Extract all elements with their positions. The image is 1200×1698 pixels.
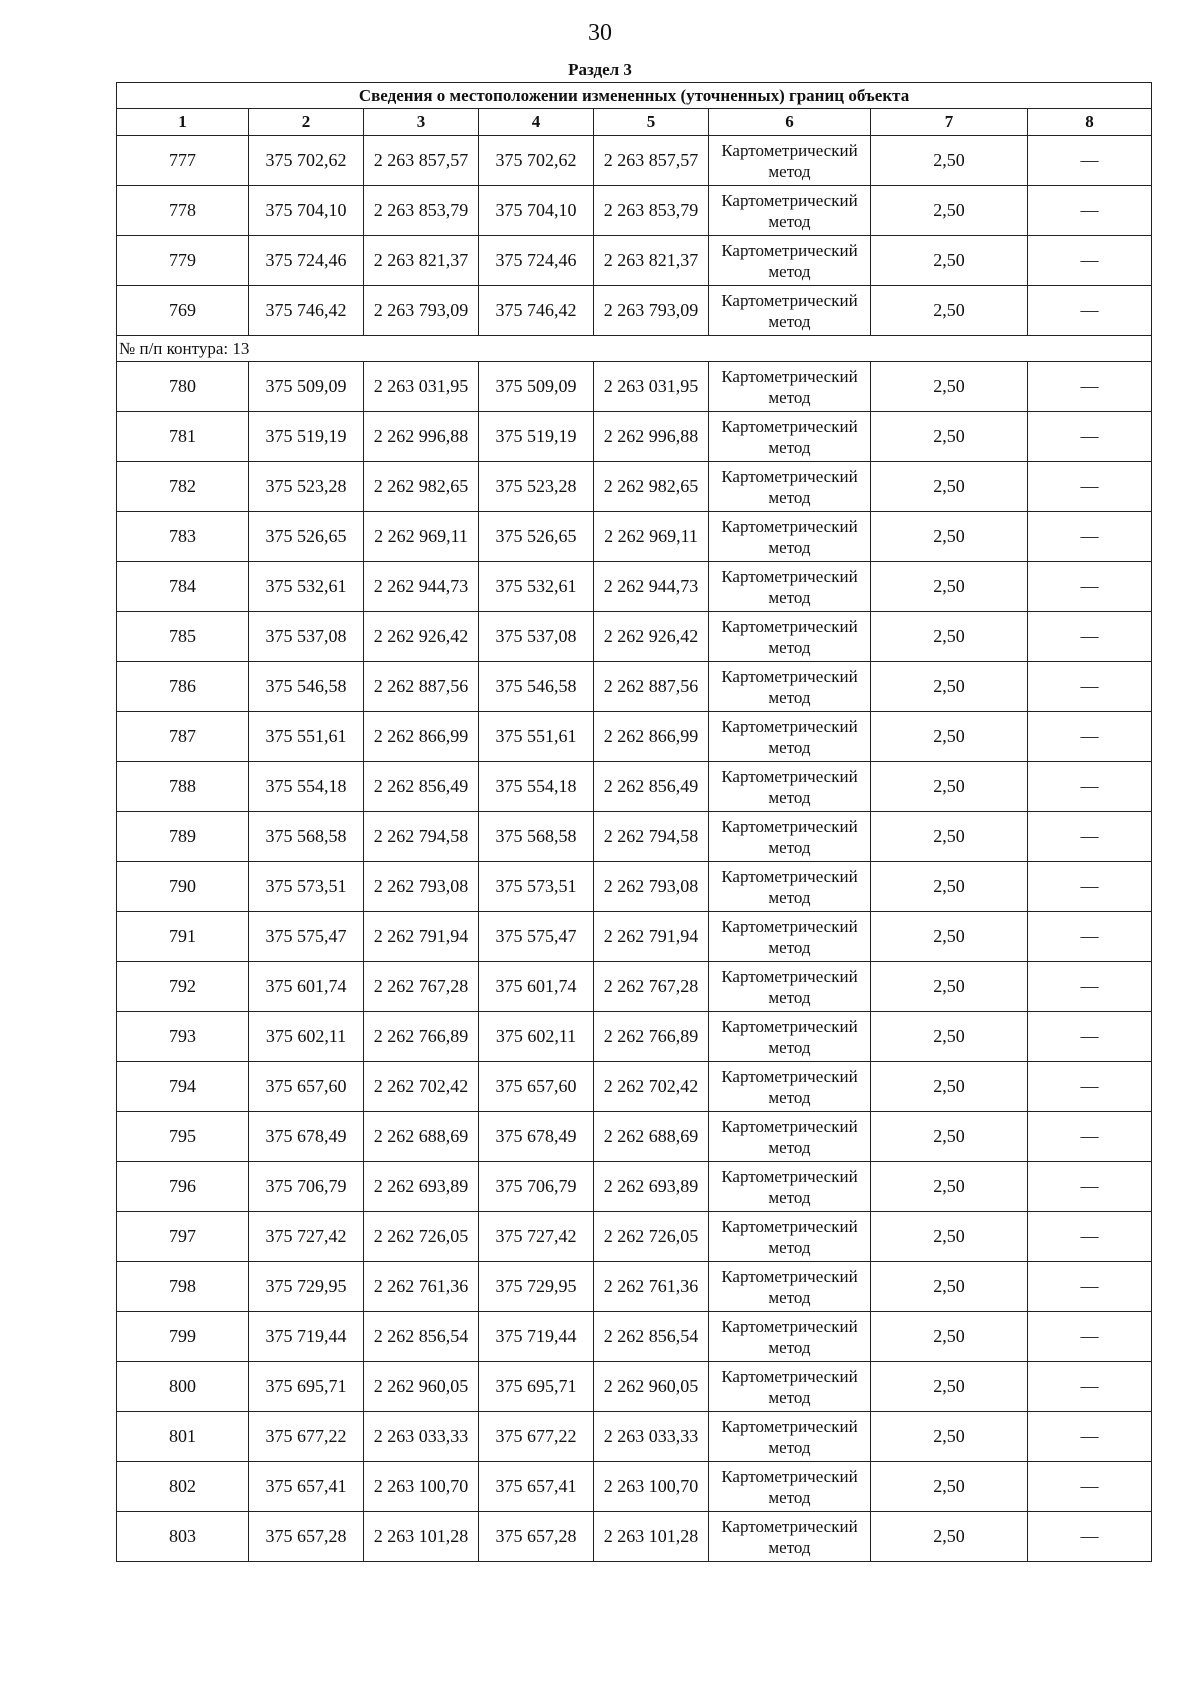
contour-separator — [117, 336, 1152, 362]
table-body-contour-13 — [117, 362, 1152, 1562]
coord-x-new-cell: 375 526,65 — [479, 512, 594, 562]
note-cell: — — [1028, 286, 1152, 336]
method-cell: Картометрический метод — [709, 1362, 871, 1412]
coord-y-existing-cell: 2 262 887,56 — [364, 662, 479, 712]
note-cell: — — [1028, 136, 1152, 186]
accuracy-cell: 2,50 — [871, 962, 1028, 1012]
point-number-cell: 793 — [117, 1012, 249, 1062]
note-cell: — — [1028, 512, 1152, 562]
accuracy-cell: 2,50 — [871, 1162, 1028, 1212]
coord-x-new-cell: 375 704,10 — [479, 186, 594, 236]
coord-y-new-cell: 2 262 761,36 — [594, 1262, 709, 1312]
coord-y-existing-cell: 2 263 853,79 — [364, 186, 479, 236]
point-number-cell: 777 — [117, 136, 249, 186]
point-number-cell: 799 — [117, 1312, 249, 1362]
accuracy-cell: 2,50 — [871, 1012, 1028, 1062]
coord-x-existing-cell: 375 526,65 — [249, 512, 364, 562]
coord-x-new-cell: 375 523,28 — [479, 462, 594, 512]
method-cell: Картометрический метод — [709, 512, 871, 562]
method-cell: Картометрический метод — [709, 136, 871, 186]
note-cell: — — [1028, 1212, 1152, 1262]
coord-y-existing-cell: 2 263 100,70 — [364, 1462, 479, 1512]
coord-y-new-cell: 2 263 821,37 — [594, 236, 709, 286]
coordinates-table — [116, 82, 1152, 1562]
coord-x-existing-cell: 375 677,22 — [249, 1412, 364, 1462]
accuracy-cell: 2,50 — [871, 186, 1028, 236]
method-cell: Картометрический метод — [709, 1312, 871, 1362]
accuracy-cell: 2,50 — [871, 412, 1028, 462]
point-number-cell: 781 — [117, 412, 249, 462]
coord-x-existing-cell: 375 509,09 — [249, 362, 364, 412]
method-cell: Картометрический метод — [709, 1112, 871, 1162]
coord-y-existing-cell: 2 263 857,57 — [364, 136, 479, 186]
method-cell: Картометрический метод — [709, 912, 871, 962]
accuracy-cell: 2,50 — [871, 1512, 1028, 1562]
coord-x-new-cell: 375 546,58 — [479, 662, 594, 712]
coord-y-existing-cell: 2 262 726,05 — [364, 1212, 479, 1262]
coord-x-existing-cell: 375 602,11 — [249, 1012, 364, 1062]
coord-y-new-cell: 2 262 726,05 — [594, 1212, 709, 1262]
coord-x-new-cell: 375 727,42 — [479, 1212, 594, 1262]
coord-x-existing-cell: 375 568,58 — [249, 812, 364, 862]
coord-x-existing-cell: 375 729,95 — [249, 1262, 364, 1312]
note-cell: — — [1028, 712, 1152, 762]
coord-y-existing-cell: 2 262 793,08 — [364, 862, 479, 912]
accuracy-cell: 2,50 — [871, 912, 1028, 962]
coord-y-new-cell: 2 262 688,69 — [594, 1112, 709, 1162]
method-cell: Картометрический метод — [709, 186, 871, 236]
coord-x-new-cell: 375 702,62 — [479, 136, 594, 186]
method-cell: Картометрический метод — [709, 962, 871, 1012]
coord-x-existing-cell: 375 657,60 — [249, 1062, 364, 1112]
point-number-cell: 790 — [117, 862, 249, 912]
point-number-cell: 803 — [117, 1512, 249, 1562]
table-row — [117, 562, 1152, 612]
table-row — [117, 1462, 1152, 1512]
note-cell: — — [1028, 362, 1152, 412]
coord-x-existing-cell: 375 706,79 — [249, 1162, 364, 1212]
column-number: 8 — [1028, 109, 1152, 136]
coord-y-new-cell: 2 262 794,58 — [594, 812, 709, 862]
column-number: 7 — [871, 109, 1028, 136]
point-number-cell: 787 — [117, 712, 249, 762]
coord-x-existing-cell: 375 523,28 — [249, 462, 364, 512]
note-cell: — — [1028, 762, 1152, 812]
coord-y-new-cell: 2 262 793,08 — [594, 862, 709, 912]
coord-x-new-cell: 375 706,79 — [479, 1162, 594, 1212]
coord-y-new-cell: 2 263 033,33 — [594, 1412, 709, 1462]
accuracy-cell: 2,50 — [871, 1312, 1028, 1362]
coord-y-new-cell: 2 262 887,56 — [594, 662, 709, 712]
note-cell: — — [1028, 1262, 1152, 1312]
coord-x-new-cell: 375 719,44 — [479, 1312, 594, 1362]
point-number-cell: 785 — [117, 612, 249, 662]
note-cell: — — [1028, 1412, 1152, 1462]
point-number-cell: 801 — [117, 1412, 249, 1462]
coord-x-existing-cell: 375 575,47 — [249, 912, 364, 962]
point-number-cell: 796 — [117, 1162, 249, 1212]
coord-y-existing-cell: 2 262 702,42 — [364, 1062, 479, 1112]
coord-y-existing-cell: 2 262 982,65 — [364, 462, 479, 512]
accuracy-cell: 2,50 — [871, 286, 1028, 336]
coord-x-new-cell: 375 746,42 — [479, 286, 594, 336]
coord-y-new-cell: 2 263 031,95 — [594, 362, 709, 412]
note-cell: — — [1028, 962, 1152, 1012]
coord-y-existing-cell: 2 263 033,33 — [364, 1412, 479, 1462]
table-row — [117, 1212, 1152, 1262]
coord-y-existing-cell: 2 262 794,58 — [364, 812, 479, 862]
coord-y-new-cell: 2 262 791,94 — [594, 912, 709, 962]
method-cell: Картометрический метод — [709, 762, 871, 812]
point-number-cell: 789 — [117, 812, 249, 862]
coord-y-existing-cell: 2 262 926,42 — [364, 612, 479, 662]
coord-x-existing-cell: 375 678,49 — [249, 1112, 364, 1162]
coord-x-existing-cell: 375 657,28 — [249, 1512, 364, 1562]
accuracy-cell: 2,50 — [871, 136, 1028, 186]
coord-x-new-cell: 375 695,71 — [479, 1362, 594, 1412]
coord-y-existing-cell: 2 262 856,49 — [364, 762, 479, 812]
table-row — [117, 762, 1152, 812]
table-row — [117, 712, 1152, 762]
coord-y-new-cell: 2 262 944,73 — [594, 562, 709, 612]
method-cell: Картометрический метод — [709, 612, 871, 662]
coord-y-existing-cell: 2 262 693,89 — [364, 1162, 479, 1212]
coord-y-existing-cell: 2 262 766,89 — [364, 1012, 479, 1062]
coord-y-existing-cell: 2 263 821,37 — [364, 236, 479, 286]
coord-x-new-cell: 375 657,28 — [479, 1512, 594, 1562]
table-row — [117, 612, 1152, 662]
table-row — [117, 512, 1152, 562]
accuracy-cell: 2,50 — [871, 1062, 1028, 1112]
coord-x-new-cell: 375 551,61 — [479, 712, 594, 762]
accuracy-cell: 2,50 — [871, 712, 1028, 762]
coord-y-new-cell: 2 262 982,65 — [594, 462, 709, 512]
coord-y-existing-cell: 2 262 791,94 — [364, 912, 479, 962]
table-row — [117, 1412, 1152, 1462]
coord-x-existing-cell: 375 551,61 — [249, 712, 364, 762]
table-row — [117, 236, 1152, 286]
point-number-cell: 794 — [117, 1062, 249, 1112]
table-row — [117, 662, 1152, 712]
section-title: Раздел 3 — [568, 60, 632, 79]
method-cell: Картометрический метод — [709, 1462, 871, 1512]
accuracy-cell: 2,50 — [871, 812, 1028, 862]
coord-y-new-cell: 2 262 856,49 — [594, 762, 709, 812]
table-row — [117, 1262, 1152, 1312]
table-row — [117, 1362, 1152, 1412]
coord-y-existing-cell: 2 262 996,88 — [364, 412, 479, 462]
accuracy-cell: 2,50 — [871, 662, 1028, 712]
coord-y-existing-cell: 2 263 101,28 — [364, 1512, 479, 1562]
table-row — [117, 862, 1152, 912]
method-cell: Картометрический метод — [709, 812, 871, 862]
method-cell: Картометрический метод — [709, 412, 871, 462]
point-number-cell: 783 — [117, 512, 249, 562]
page-number: 30 — [588, 20, 612, 46]
note-cell: — — [1028, 1312, 1152, 1362]
point-number-cell: 792 — [117, 962, 249, 1012]
table-row — [117, 412, 1152, 462]
point-number-cell: 788 — [117, 762, 249, 812]
coord-y-new-cell: 2 262 702,42 — [594, 1062, 709, 1112]
coord-x-new-cell: 375 575,47 — [479, 912, 594, 962]
coord-y-existing-cell: 2 262 688,69 — [364, 1112, 479, 1162]
coord-x-new-cell: 375 568,58 — [479, 812, 594, 862]
column-number: 3 — [364, 109, 479, 136]
method-cell: Картометрический метод — [709, 236, 871, 286]
coord-x-existing-cell: 375 554,18 — [249, 762, 364, 812]
method-cell: Картометрический метод — [709, 862, 871, 912]
method-cell: Картометрический метод — [709, 286, 871, 336]
table-row — [117, 1012, 1152, 1062]
method-cell: Картометрический метод — [709, 712, 871, 762]
table-row — [117, 962, 1152, 1012]
coord-x-existing-cell: 375 657,41 — [249, 1462, 364, 1512]
table-row — [117, 1112, 1152, 1162]
coord-y-new-cell: 2 263 101,28 — [594, 1512, 709, 1562]
method-cell: Картометрический метод — [709, 462, 871, 512]
coord-y-new-cell: 2 263 793,09 — [594, 286, 709, 336]
note-cell: — — [1028, 1062, 1152, 1112]
coord-y-existing-cell: 2 262 969,11 — [364, 512, 479, 562]
note-cell: — — [1028, 862, 1152, 912]
point-number-cell: 769 — [117, 286, 249, 336]
method-cell: Картометрический метод — [709, 1262, 871, 1312]
method-cell: Картометрический метод — [709, 1212, 871, 1262]
point-number-cell: 779 — [117, 236, 249, 286]
coord-y-existing-cell: 2 262 866,99 — [364, 712, 479, 762]
coord-x-existing-cell: 375 537,08 — [249, 612, 364, 662]
accuracy-cell: 2,50 — [871, 462, 1028, 512]
method-cell: Картометрический метод — [709, 1512, 871, 1562]
accuracy-cell: 2,50 — [871, 362, 1028, 412]
coord-y-new-cell: 2 262 969,11 — [594, 512, 709, 562]
coord-x-new-cell: 375 573,51 — [479, 862, 594, 912]
coord-x-existing-cell: 375 695,71 — [249, 1362, 364, 1412]
column-number-row — [117, 109, 1152, 136]
method-cell: Картометрический метод — [709, 1412, 871, 1462]
coord-y-new-cell: 2 263 857,57 — [594, 136, 709, 186]
table-row — [117, 186, 1152, 236]
note-cell: — — [1028, 912, 1152, 962]
coord-y-existing-cell: 2 263 031,95 — [364, 362, 479, 412]
coord-y-new-cell: 2 262 767,28 — [594, 962, 709, 1012]
coord-x-new-cell: 375 724,46 — [479, 236, 594, 286]
coord-x-existing-cell: 375 727,42 — [249, 1212, 364, 1262]
accuracy-cell: 2,50 — [871, 862, 1028, 912]
coord-x-existing-cell: 375 702,62 — [249, 136, 364, 186]
method-cell: Картометрический метод — [709, 1012, 871, 1062]
coord-x-new-cell: 375 657,60 — [479, 1062, 594, 1112]
note-cell: — — [1028, 1162, 1152, 1212]
accuracy-cell: 2,50 — [871, 236, 1028, 286]
note-cell: — — [1028, 1512, 1152, 1562]
note-cell: — — [1028, 562, 1152, 612]
note-cell: — — [1028, 612, 1152, 662]
table-caption-row — [117, 83, 1152, 109]
note-cell: — — [1028, 662, 1152, 712]
note-cell: — — [1028, 1112, 1152, 1162]
column-number: 2 — [249, 109, 364, 136]
table-row — [117, 1162, 1152, 1212]
coord-x-existing-cell: 375 601,74 — [249, 962, 364, 1012]
point-number-cell: 802 — [117, 1462, 249, 1512]
accuracy-cell: 2,50 — [871, 1112, 1028, 1162]
coord-y-new-cell: 2 262 960,05 — [594, 1362, 709, 1412]
table-row — [117, 1312, 1152, 1362]
contour-label: № п/п контура: 13 — [117, 336, 1152, 362]
table-row — [117, 912, 1152, 962]
contour-label-row — [117, 336, 1152, 362]
point-number-cell: 800 — [117, 1362, 249, 1412]
table-caption: Сведения о местоположении измененных (уточненных) границ объекта — [117, 83, 1152, 109]
coord-y-existing-cell: 2 262 767,28 — [364, 962, 479, 1012]
coord-x-new-cell: 375 678,49 — [479, 1112, 594, 1162]
note-cell: — — [1028, 1362, 1152, 1412]
table-row — [117, 136, 1152, 186]
table-row — [117, 462, 1152, 512]
coord-x-new-cell: 375 532,61 — [479, 562, 594, 612]
column-number: 1 — [117, 109, 249, 136]
accuracy-cell: 2,50 — [871, 1362, 1028, 1412]
accuracy-cell: 2,50 — [871, 1462, 1028, 1512]
note-cell: — — [1028, 412, 1152, 462]
coord-y-existing-cell: 2 262 761,36 — [364, 1262, 479, 1312]
method-cell: Картометрический метод — [709, 662, 871, 712]
point-number-cell: 778 — [117, 186, 249, 236]
coord-x-new-cell: 375 519,19 — [479, 412, 594, 462]
note-cell: — — [1028, 1462, 1152, 1512]
coord-y-new-cell: 2 262 766,89 — [594, 1012, 709, 1062]
method-cell: Картометрический метод — [709, 1062, 871, 1112]
coord-x-new-cell: 375 537,08 — [479, 612, 594, 662]
accuracy-cell: 2,50 — [871, 762, 1028, 812]
table-row — [117, 1512, 1152, 1562]
table-row — [117, 1062, 1152, 1112]
coord-x-existing-cell: 375 704,10 — [249, 186, 364, 236]
coord-x-existing-cell: 375 573,51 — [249, 862, 364, 912]
point-number-cell: 791 — [117, 912, 249, 962]
coord-x-new-cell: 375 509,09 — [479, 362, 594, 412]
coord-y-new-cell: 2 262 693,89 — [594, 1162, 709, 1212]
point-number-cell: 784 — [117, 562, 249, 612]
point-number-cell: 780 — [117, 362, 249, 412]
coord-x-existing-cell: 375 719,44 — [249, 1312, 364, 1362]
coord-y-new-cell: 2 262 996,88 — [594, 412, 709, 462]
method-cell: Картометрический метод — [709, 1162, 871, 1212]
coord-x-existing-cell: 375 532,61 — [249, 562, 364, 612]
table-row — [117, 362, 1152, 412]
column-number: 6 — [709, 109, 871, 136]
note-cell: — — [1028, 186, 1152, 236]
coord-y-new-cell: 2 262 866,99 — [594, 712, 709, 762]
column-number: 5 — [594, 109, 709, 136]
coord-y-existing-cell: 2 262 944,73 — [364, 562, 479, 612]
coord-x-new-cell: 375 554,18 — [479, 762, 594, 812]
coord-x-new-cell: 375 601,74 — [479, 962, 594, 1012]
coord-y-new-cell: 2 263 853,79 — [594, 186, 709, 236]
accuracy-cell: 2,50 — [871, 612, 1028, 662]
table-body-first-contour — [117, 136, 1152, 336]
coord-x-existing-cell: 375 746,42 — [249, 286, 364, 336]
method-cell: Картометрический метод — [709, 362, 871, 412]
coord-y-existing-cell: 2 262 856,54 — [364, 1312, 479, 1362]
accuracy-cell: 2,50 — [871, 1262, 1028, 1312]
accuracy-cell: 2,50 — [871, 562, 1028, 612]
note-cell: — — [1028, 236, 1152, 286]
coord-x-existing-cell: 375 519,19 — [249, 412, 364, 462]
table-row — [117, 812, 1152, 862]
column-number: 4 — [479, 109, 594, 136]
coord-x-new-cell: 375 602,11 — [479, 1012, 594, 1062]
coord-x-existing-cell: 375 724,46 — [249, 236, 364, 286]
coord-y-new-cell: 2 262 926,42 — [594, 612, 709, 662]
coord-y-existing-cell: 2 263 793,09 — [364, 286, 479, 336]
coord-x-new-cell: 375 677,22 — [479, 1412, 594, 1462]
point-number-cell: 786 — [117, 662, 249, 712]
coord-y-new-cell: 2 262 856,54 — [594, 1312, 709, 1362]
note-cell: — — [1028, 1012, 1152, 1062]
accuracy-cell: 2,50 — [871, 512, 1028, 562]
accuracy-cell: 2,50 — [871, 1412, 1028, 1462]
coord-x-new-cell: 375 657,41 — [479, 1462, 594, 1512]
method-cell: Картометрический метод — [709, 562, 871, 612]
note-cell: — — [1028, 462, 1152, 512]
coord-x-new-cell: 375 729,95 — [479, 1262, 594, 1312]
accuracy-cell: 2,50 — [871, 1212, 1028, 1262]
coord-y-new-cell: 2 263 100,70 — [594, 1462, 709, 1512]
point-number-cell: 797 — [117, 1212, 249, 1262]
coord-x-existing-cell: 375 546,58 — [249, 662, 364, 712]
table-row — [117, 286, 1152, 336]
note-cell: — — [1028, 812, 1152, 862]
point-number-cell: 798 — [117, 1262, 249, 1312]
point-number-cell: 782 — [117, 462, 249, 512]
point-number-cell: 795 — [117, 1112, 249, 1162]
coord-y-existing-cell: 2 262 960,05 — [364, 1362, 479, 1412]
